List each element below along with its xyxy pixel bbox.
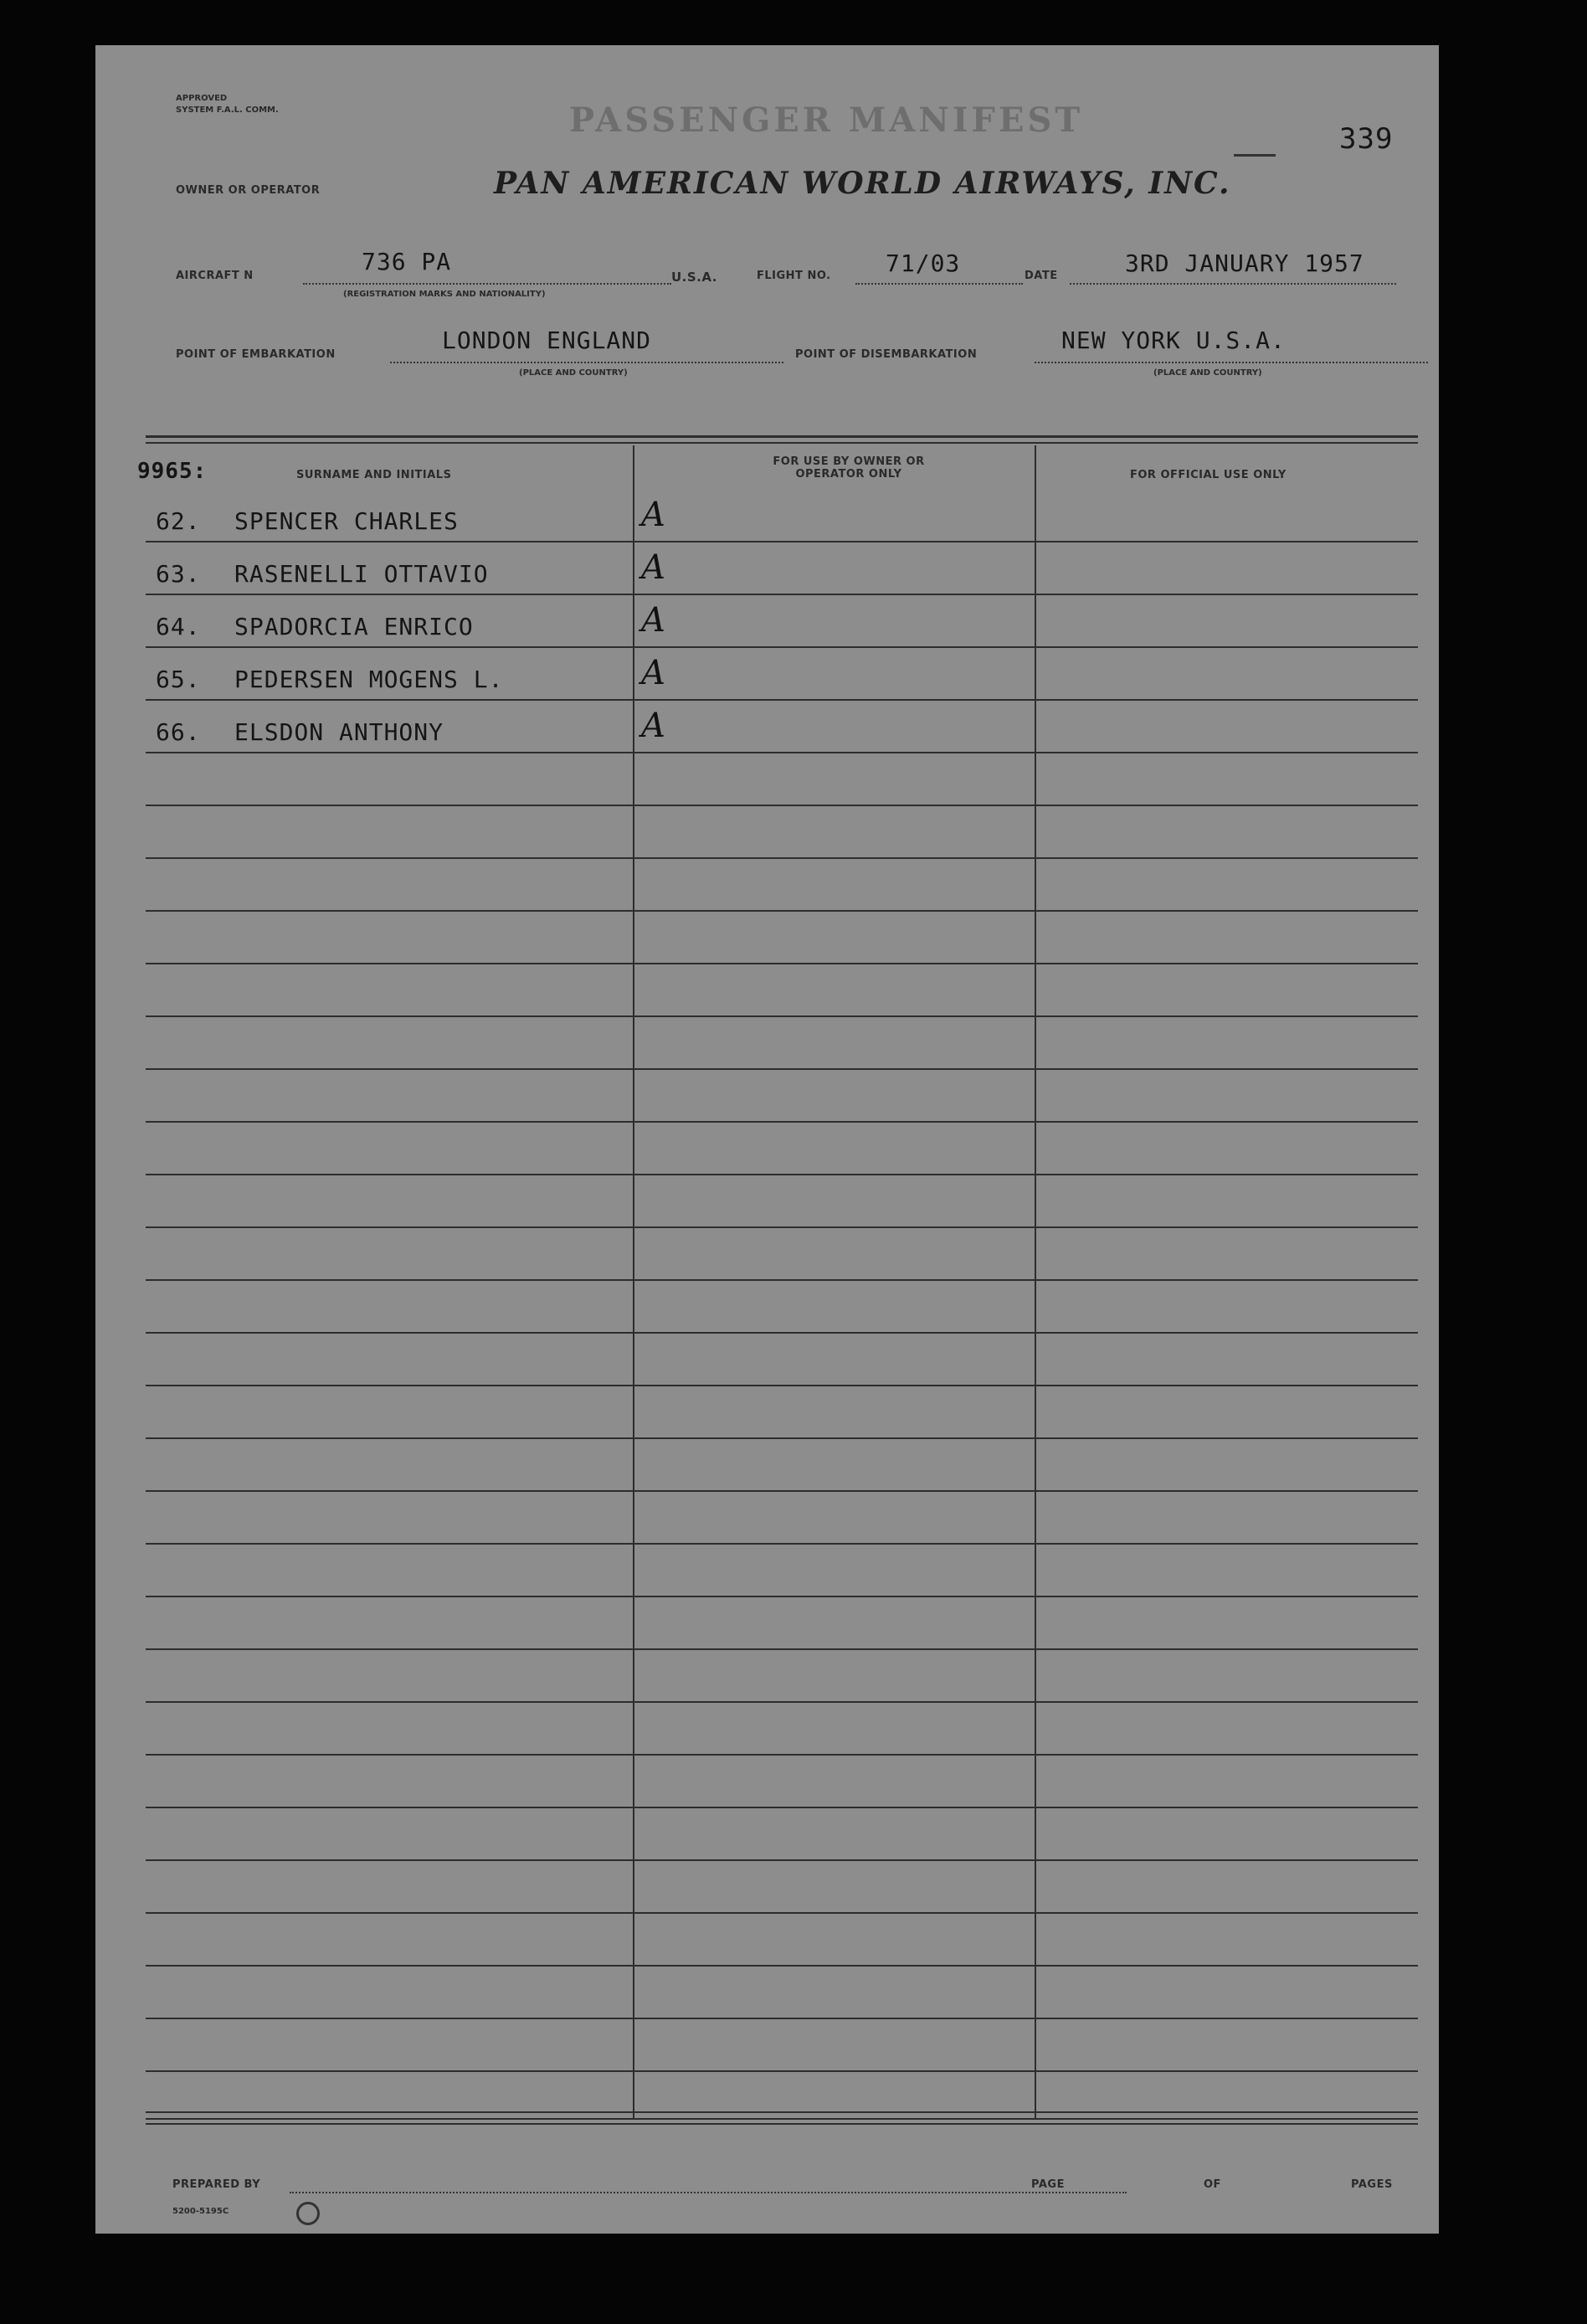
row-rule — [146, 1490, 1418, 1492]
pages-label: PAGES — [1351, 2178, 1393, 2191]
row-rule — [146, 1648, 1418, 1650]
row-rule — [146, 1596, 1418, 1597]
row-rule — [146, 1174, 1418, 1175]
column-divider-1 — [633, 445, 634, 2120]
handwritten-mark: A — [641, 601, 665, 640]
row-rule — [146, 594, 1418, 595]
form-title: PASSENGER MANIFEST — [569, 100, 1084, 140]
aircraft-label: AIRCRAFT N — [176, 270, 254, 282]
row-number: 64. — [156, 613, 201, 640]
handwritten-mark: A — [641, 707, 665, 745]
date-value: 3RD JANUARY 1957 — [1125, 249, 1364, 277]
row-rule — [146, 1543, 1418, 1545]
row-rule — [146, 963, 1418, 964]
row-rule — [146, 541, 1418, 542]
usa-label: U.S.A. — [671, 270, 717, 285]
row-rule — [146, 1121, 1418, 1123]
row-rule — [146, 1701, 1418, 1703]
union-seal-icon — [296, 2202, 320, 2225]
row-rule — [146, 1068, 1418, 1070]
passenger-name: PEDERSEN MOGENS L. — [234, 666, 504, 693]
col-surname-header: SURNAME AND INITIALS — [296, 469, 452, 481]
row-rule — [146, 646, 1418, 648]
row-rule — [146, 1226, 1418, 1228]
row-rule — [146, 1754, 1418, 1756]
of-label: OF — [1204, 2178, 1221, 2191]
date-label: DATE — [1025, 270, 1058, 282]
disembark-label: POINT OF DISEMBARKATION — [795, 348, 978, 361]
row-rule — [146, 1912, 1418, 1914]
row-rule — [146, 2070, 1418, 2072]
row-number: 65. — [156, 666, 201, 693]
dash-mark — [1234, 154, 1276, 157]
number-header: 9965: — [137, 459, 208, 484]
registration-caption: (REGISTRATION MARKS AND NATIONALITY) — [343, 290, 546, 299]
company-name: PAN AMERICAN WORLD AIRWAYS, INC. — [494, 166, 1231, 201]
embark-value: LONDON ENGLAND — [442, 326, 652, 354]
row-rule — [146, 1015, 1418, 1017]
embark-label: POINT OF EMBARKATION — [176, 348, 336, 361]
passenger-name: SPADORCIA ENRICO — [234, 613, 474, 640]
passenger-name: RASENELLI OTTAVIO — [234, 560, 489, 588]
column-divider-2 — [1035, 445, 1036, 2120]
row-rule — [146, 1807, 1418, 1808]
row-rule — [146, 1385, 1418, 1386]
row-rule — [146, 910, 1418, 912]
row-rule — [146, 1332, 1418, 1334]
col-owner-header: FOR USE BY OWNER OR OPERATOR ONLY — [773, 455, 925, 481]
disembark-caption: (PLACE AND COUNTRY) — [1153, 368, 1262, 378]
approved-sub: SYSTEM F.A.L. COMM. — [176, 105, 279, 115]
handwritten-mark: A — [641, 496, 665, 534]
disembark-value: NEW YORK U.S.A. — [1061, 326, 1286, 354]
table-bottom-rule — [146, 2111, 1418, 2113]
form-number: 5200-5195C — [172, 2207, 229, 2216]
prepared-label: PREPARED BY — [172, 2178, 261, 2191]
row-rule — [146, 857, 1418, 859]
row-rule — [146, 2123, 1418, 2125]
passenger-name: SPENCER CHARLES — [234, 507, 459, 535]
row-number: 66. — [156, 718, 201, 746]
row-rule — [146, 2018, 1418, 2019]
handwritten-mark: A — [641, 548, 665, 587]
flight-value: 71/03 — [886, 249, 961, 277]
row-rule — [146, 1279, 1418, 1281]
approved-label: APPROVED — [176, 94, 228, 103]
row-rule — [146, 1859, 1418, 1861]
owner-label: OWNER OR OPERATOR — [176, 184, 321, 197]
row-rule — [146, 805, 1418, 806]
passenger-name: ELSDON ANTHONY — [234, 718, 444, 746]
row-rule — [146, 1437, 1418, 1439]
row-rule — [146, 1965, 1418, 1967]
page-label: PAGE — [1031, 2178, 1065, 2191]
row-number: 63. — [156, 560, 201, 588]
row-number: 62. — [156, 507, 201, 535]
handwritten-mark: A — [641, 654, 665, 692]
aircraft-value: 736 PA — [362, 248, 452, 275]
row-rule — [146, 699, 1418, 701]
manifest-sheet — [95, 45, 1439, 2234]
col-official-header: FOR OFFICIAL USE ONLY — [1130, 469, 1287, 481]
flight-label: FLIGHT NO. — [757, 270, 831, 282]
embark-caption: (PLACE AND COUNTRY) — [519, 368, 628, 378]
row-rule — [146, 752, 1418, 753]
page-number: 339 — [1339, 122, 1394, 156]
table-top-rule — [146, 435, 1418, 438]
